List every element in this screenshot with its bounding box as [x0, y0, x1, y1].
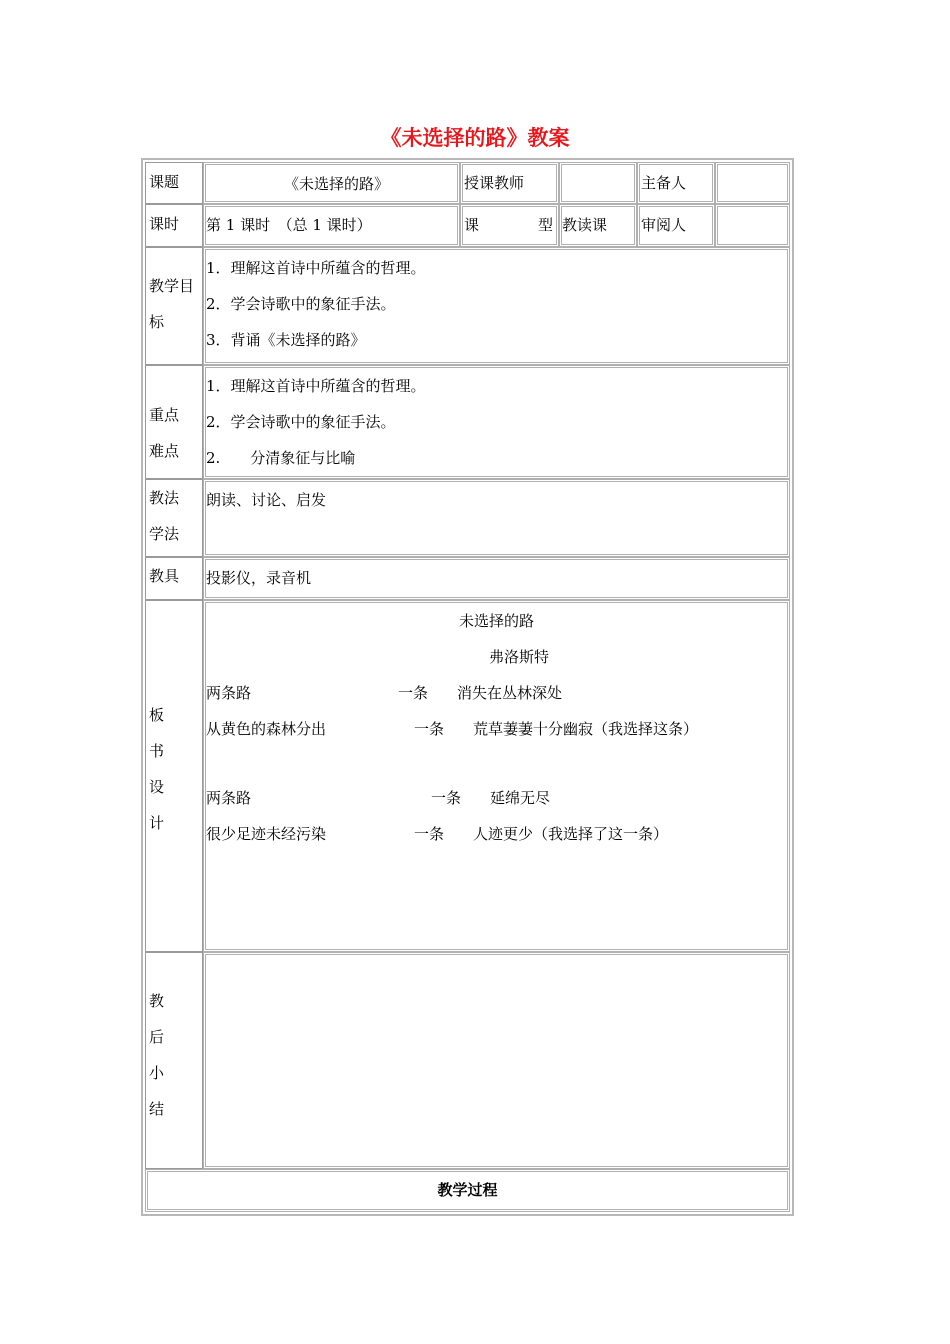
board-line-right: 荒草萋萋十分幽寂（我选择这条） — [473, 720, 699, 738]
teacher-label: 授课教师 — [464, 174, 525, 192]
board-label-char: 板 — [149, 706, 165, 724]
tools-value: 投影仪，录音机 — [206, 569, 312, 587]
type-label-cell — [460, 204, 559, 247]
tools-content-cell — [203, 557, 790, 600]
reviewer-label: 审阅人 — [641, 216, 687, 234]
summary-content-cell — [203, 952, 790, 1169]
type-value-cell — [559, 204, 637, 247]
objectives-content-cell — [203, 247, 790, 365]
board-line-left: 很少足迹未经污染 — [206, 825, 327, 843]
process-label: 教学过程 — [437, 1181, 498, 1199]
document-title: 《未选择的路》教案 — [380, 126, 570, 150]
preparer-value-cell — [715, 162, 790, 204]
preparer-label-cell — [637, 162, 715, 204]
lesson-topic: 《未选择的路》 — [284, 175, 390, 193]
summary-label-char: 后 — [149, 1028, 165, 1046]
preparer-label: 主备人 — [641, 174, 687, 192]
methods-label-a: 教法 — [149, 489, 180, 507]
keypoint-item: 1．理解这首诗中所蕴含的哲理。 — [206, 377, 426, 395]
board-line-mid: 一条 — [398, 684, 429, 702]
period-cell — [203, 204, 460, 247]
type-value: 教读课 — [562, 216, 608, 234]
summary-label-char: 结 — [149, 1100, 165, 1118]
teacher-value-cell — [559, 162, 637, 204]
board-line-right: 延绵无尽 — [490, 789, 551, 807]
keypoint-item: 2. 分清象征与比喻 — [206, 449, 356, 467]
teacher-label-cell — [460, 162, 559, 204]
objectives-label-b: 标 — [149, 313, 165, 331]
tools-label-cell — [145, 557, 203, 600]
methods-label-b: 学法 — [149, 525, 180, 543]
board-line-left: 两条路 — [206, 684, 252, 702]
methods-content-cell — [203, 479, 790, 557]
keypoints-label-a: 重点 — [149, 406, 180, 424]
board-line-mid: 一条 — [414, 825, 445, 843]
process-header-cell — [145, 1169, 790, 1212]
board-author: 弗洛斯特 — [489, 648, 550, 666]
board-content-cell — [203, 600, 790, 952]
row2-label-cell — [145, 204, 203, 247]
board-label-char: 计 — [149, 814, 165, 832]
objective-item: 3．背诵《未选择的路》 — [206, 331, 366, 349]
objectives-label-a: 教学目 — [149, 277, 195, 295]
objectives-label-cell — [145, 247, 203, 365]
summary-label-char: 教 — [149, 992, 165, 1010]
type-label-a: 课 — [464, 216, 480, 234]
reviewer-label-cell — [637, 204, 715, 247]
keypoints-label-b: 难点 — [149, 442, 180, 460]
board-line-left: 两条路 — [206, 789, 252, 807]
summary-label-char: 小 — [149, 1064, 165, 1082]
keypoint-item: 2．学会诗歌中的象征手法。 — [206, 413, 396, 431]
row1-label-cell — [145, 162, 203, 204]
board-label-cell — [145, 600, 203, 952]
methods-value: 朗读、讨论、启发 — [206, 491, 327, 509]
reviewer-value-cell — [715, 204, 790, 247]
methods-label-cell — [145, 479, 203, 557]
board-line-right: 消失在丛林深处 — [457, 684, 563, 702]
board-label-char: 书 — [149, 742, 165, 760]
lesson-plan-table — [141, 158, 794, 1216]
row1-topic-cell — [203, 162, 460, 204]
board-line-mid: 一条 — [414, 720, 445, 738]
row2-label: 课时 — [149, 215, 180, 233]
row1-label: 课题 — [149, 173, 180, 191]
keypoints-label-cell — [145, 365, 203, 479]
board-label-char: 设 — [149, 778, 165, 796]
summary-label-cell — [145, 952, 203, 1169]
board-line-left: 从黄色的森林分出 — [206, 720, 327, 738]
objective-item: 2．学会诗歌中的象征手法。 — [206, 295, 396, 313]
board-line-mid: 一条 — [431, 789, 462, 807]
board-line-right: 人迹更少（我选择了这一条） — [473, 825, 669, 843]
type-label-b: 型 — [538, 216, 554, 234]
objective-item: 1．理解这首诗中所蕴含的哲理。 — [206, 259, 426, 277]
keypoints-content-cell — [203, 365, 790, 479]
period-value: 第 1 课时 （总 1 课时） — [206, 216, 372, 234]
tools-label: 教具 — [149, 567, 180, 585]
board-heading: 未选择的路 — [459, 612, 535, 630]
